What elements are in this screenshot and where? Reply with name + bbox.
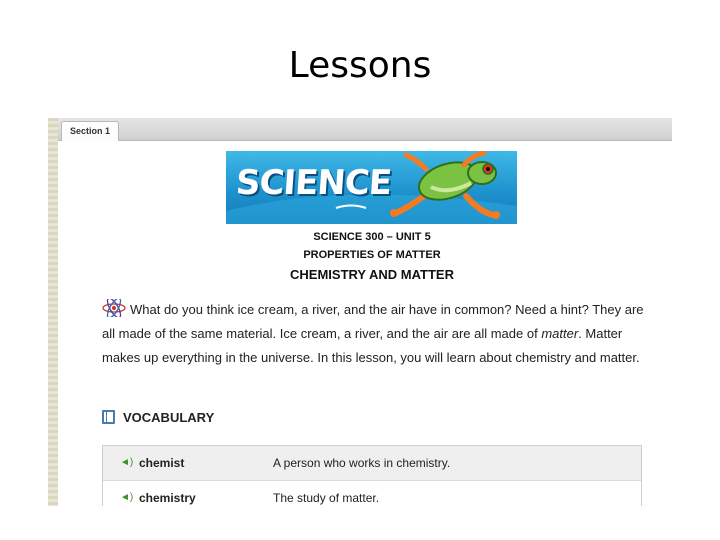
paragraph-emphasis: matter <box>541 326 579 341</box>
book-icon <box>102 410 115 424</box>
slide-title: Lessons <box>288 45 432 86</box>
speaker-icon[interactable]: ◄) <box>120 492 134 503</box>
speaker-icon[interactable]: ◄) <box>120 457 134 468</box>
science-banner <box>226 151 517 224</box>
tab-section-1[interactable]: Section 1 <box>61 121 119 141</box>
paragraph-text-2: . Matter makes up everything in the universe. In this lesson, you will learn about chemistry and matter. <box>102 326 640 365</box>
topic-heading: PROPERTIES OF MATTER <box>303 249 441 261</box>
intro-paragraph <box>102 298 652 370</box>
vocabulary-heading <box>102 410 214 425</box>
vocabulary-table <box>102 445 642 506</box>
vocab-term: chemistry <box>139 491 196 505</box>
tab-bar <box>58 118 672 141</box>
vocab-row <box>103 446 641 481</box>
vocabulary-heading-label: VOCABULARY <box>123 410 215 425</box>
vocab-definition: The study of matter. <box>273 491 380 505</box>
unit-heading: SCIENCE 300 – UNIT 5 <box>313 231 431 243</box>
paragraph-text-1: What do you think ice cream, a river, and the air have in common? Need a hint? They are all made of the same material. Ice cream, a river, and the air are all made of <box>102 302 644 341</box>
panel-edge <box>48 118 58 506</box>
lesson-panel <box>48 118 672 506</box>
vocab-definition: A person who works in chemistry. <box>273 456 451 470</box>
vocab-term: chemist <box>139 456 185 470</box>
vocab-row <box>103 481 641 506</box>
atom-icon <box>102 299 126 317</box>
banner-logo-text: SCIENCE <box>234 163 393 203</box>
lesson-title: CHEMISTRY AND MATTER <box>290 267 454 282</box>
